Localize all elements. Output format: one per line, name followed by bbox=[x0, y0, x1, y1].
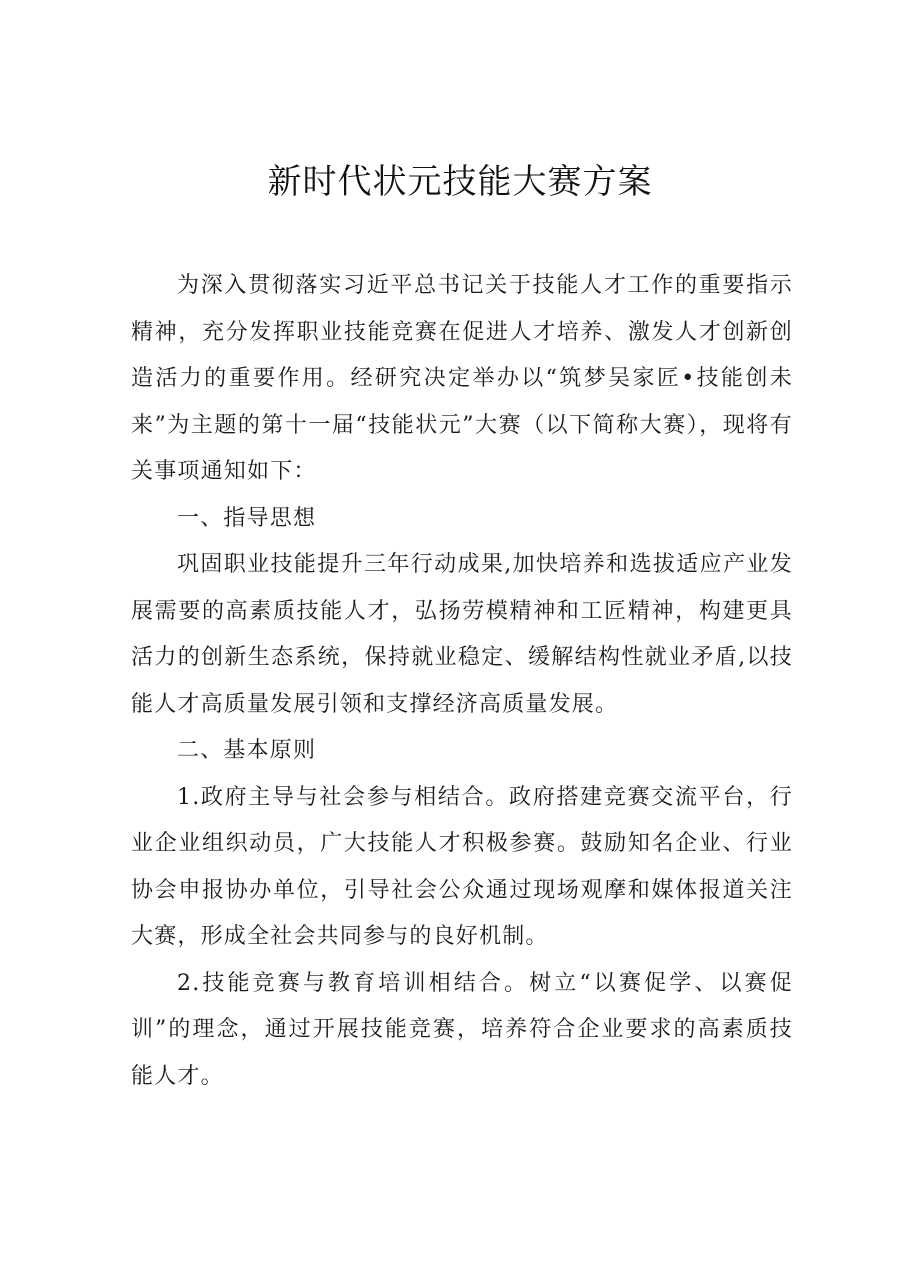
document-body bbox=[131, 263, 793, 1100]
principle-item-2: 2.技能竞赛与教育培训相结合。树立“以赛促学、以赛促训”的理念，通过开展技能竞赛，培养符合企业要求的高素质技能人才。 bbox=[131, 970, 793, 1089]
section-heading-basic-principles: 二、基本原则 bbox=[177, 738, 317, 763]
guiding-ideology-paragraph: 巩固职业技能提升三年行动成果,加快培养和选拔适应产业发展需要的高素质技能人才，弘扬劳模精神和工匠精神，构建更具活力的创新生态系统，保持就业稳定、缓解结构性就业矛盾,以技能人才高质量发展引领和支撑经济高质量发展。 bbox=[131, 552, 793, 717]
document-title: 新时代状元技能大赛方案 bbox=[267, 162, 653, 202]
intro-paragraph: 为深入贯彻落实习近平总书记关于技能人才工作的重要指示精神，充分发挥职业技能竞赛在促进人才培养、激发人才创新创造活力的重要作用。经研究决定举办以“筑梦吴家匠•技能创未来”为主题的第十一届“技能状元”大赛（以下简称大赛），现将有关事项通知如下： bbox=[131, 273, 793, 484]
principle-item-1: 1.政府主导与社会参与相结合。政府搭建竞赛交流平台，行业企业组织动员，广大技能人才积极参赛。鼓励知名企业、行业协会申报协办单位，引导社会公众通过现场观摩和媒体报道关注大赛，形成全社会共同参与的良好机制。 bbox=[131, 784, 793, 949]
section-heading-guiding-ideology: 一、指导思想 bbox=[177, 505, 317, 531]
